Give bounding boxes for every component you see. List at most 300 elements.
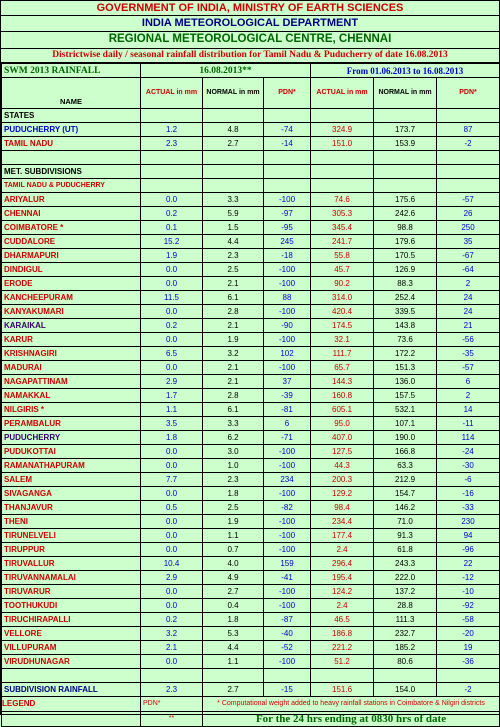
daily-normal: 2.1 <box>203 277 264 291</box>
daily-normal: 6.1 <box>203 291 264 305</box>
daily-pdn: -100 <box>264 459 311 473</box>
season-pdn: -20 <box>437 627 500 641</box>
daily-normal: 2.1 <box>203 361 264 375</box>
daily-pdn: -100 <box>264 361 311 375</box>
daily-pdn: -100 <box>264 193 311 207</box>
daily-normal: 2.5 <box>203 263 264 277</box>
row-name: DHARMAPURI <box>2 249 141 263</box>
row-name: ERODE <box>2 277 141 291</box>
season-period: From 01.06.2013 to 16.08.2013 <box>311 64 500 78</box>
season-actual: 314.0 <box>311 291 374 305</box>
row-name: SIVAGANGA <box>2 487 141 501</box>
season-actual: 174.5 <box>311 319 374 333</box>
daily-normal: 6.1 <box>203 403 264 417</box>
daily-pdn: -52 <box>264 641 311 655</box>
season-pdn: 94 <box>437 529 500 543</box>
season-normal: 98.8 <box>374 221 437 235</box>
daily-actual: 0.0 <box>141 305 203 319</box>
season-pdn: -33 <box>437 501 500 515</box>
season-actual: 51.2 <box>311 655 374 669</box>
daily-pdn: -40 <box>264 627 311 641</box>
daily-normal: 3.3 <box>203 193 264 207</box>
report-date: 16.08.2013** <box>141 64 311 78</box>
row-name: RAMANATHAPURAM <box>2 459 141 473</box>
daily-pdn: 159 <box>264 557 311 571</box>
season-pdn: 24 <box>437 291 500 305</box>
season-pdn: 2 <box>437 277 500 291</box>
row-name: PUDUKOTTAI <box>2 445 141 459</box>
season-normal: 172.2 <box>374 347 437 361</box>
season-actual: 186.8 <box>311 627 374 641</box>
daily-actual: 0.0 <box>141 515 203 529</box>
daily-actual: 2.3 <box>141 137 203 151</box>
daily-pdn: -100 <box>264 305 311 319</box>
season-normal: 185.2 <box>374 641 437 655</box>
daily-normal: 4.4 <box>203 641 264 655</box>
season-normal: 73.6 <box>374 333 437 347</box>
season-pdn: -96 <box>437 543 500 557</box>
season-pdn: 35 <box>437 235 500 249</box>
row-name: THANJAVUR <box>2 501 141 515</box>
state-row <box>2 123 500 137</box>
season-normal: 63.3 <box>374 459 437 473</box>
daily-pdn: -100 <box>264 263 311 277</box>
daily-pdn: 245 <box>264 235 311 249</box>
row-name: TIRUNELVELI <box>2 529 141 543</box>
season-normal: 88.3 <box>374 277 437 291</box>
daily-normal: 2.1 <box>203 375 264 389</box>
row-name: TIRUVALLUR <box>2 557 141 571</box>
empty-cell <box>203 151 264 165</box>
daily-actual: 0.0 <box>141 277 203 291</box>
empty-cell <box>374 165 437 179</box>
row-name: ARIYALUR <box>2 193 141 207</box>
district-row <box>2 529 500 543</box>
season-actual: 407.0 <box>311 431 374 445</box>
season-actual: 234.4 <box>311 515 374 529</box>
daily-actual: 0.0 <box>141 361 203 375</box>
district-row <box>2 571 500 585</box>
daily-actual: 1.9 <box>141 249 203 263</box>
row-name: NAGAPATTINAM <box>2 375 141 389</box>
daily-pdn: -18 <box>264 249 311 263</box>
empty-cell <box>374 151 437 165</box>
daily-normal: 2.3 <box>203 249 264 263</box>
daily-pdn: -81 <box>264 403 311 417</box>
district-row <box>2 333 500 347</box>
row-name: VIRUDHUNAGAR <box>2 655 141 669</box>
empty-cell <box>141 151 203 165</box>
district-row <box>2 655 500 669</box>
district-row <box>2 417 500 431</box>
daily-actual: 0.0 <box>141 529 203 543</box>
row-name: TIRUVARUR <box>2 585 141 599</box>
season-pdn: -36 <box>437 655 500 669</box>
empty-cell <box>311 179 374 193</box>
daily-actual: 6.5 <box>141 347 203 361</box>
district-row <box>2 431 500 445</box>
district-row <box>2 193 500 207</box>
row-name: MADURAI <box>2 361 141 375</box>
season-actual: 32.1 <box>311 333 374 347</box>
daily-actual: 0.5 <box>141 501 203 515</box>
legend-row-2 <box>2 712 500 727</box>
daily-pdn: -100 <box>264 599 311 613</box>
district-row <box>2 473 500 487</box>
empty-cell <box>311 165 374 179</box>
season-actual: 195.4 <box>311 571 374 585</box>
daily-actual: 1.1 <box>141 403 203 417</box>
district-row <box>2 557 500 571</box>
season-actual: 324.9 <box>311 123 374 137</box>
daily-pdn: 37 <box>264 375 311 389</box>
district-row <box>2 249 500 263</box>
district-row <box>2 403 500 417</box>
daily-normal: 1.8 <box>203 487 264 501</box>
season-pdn: -24 <box>437 445 500 459</box>
season-actual: 151.0 <box>311 137 374 151</box>
season-actual: 74.6 <box>311 193 374 207</box>
season-actual: 177.4 <box>311 529 374 543</box>
season-pdn: -57 <box>437 193 500 207</box>
daily-normal: 4.9 <box>203 571 264 585</box>
season-pdn: 2 <box>437 389 500 403</box>
daily-pdn: -39 <box>264 389 311 403</box>
legend-note: * Computational weight added to heavy rainfall stations in Coimbatore & Nilgiri districts <box>203 697 500 712</box>
season-normal: 151.3 <box>374 361 437 375</box>
district-row <box>2 207 500 221</box>
season-actual: 151.6 <box>311 683 374 697</box>
season-pdn: 19 <box>437 641 500 655</box>
daily-pdn: -41 <box>264 571 311 585</box>
season-normal: 166.8 <box>374 445 437 459</box>
daily-actual: 2.9 <box>141 375 203 389</box>
season-actual: 46.5 <box>311 613 374 627</box>
col-name: NAME <box>2 78 141 109</box>
season-pdn: 6 <box>437 375 500 389</box>
empty-cell <box>203 165 264 179</box>
season-pdn: -56 <box>437 333 500 347</box>
daily-actual: 2.3 <box>141 683 203 697</box>
district-row <box>2 459 500 473</box>
season-normal: 190.0 <box>374 431 437 445</box>
season-normal: 154.7 <box>374 487 437 501</box>
season-normal: 137.2 <box>374 585 437 599</box>
daily-normal: 0.4 <box>203 599 264 613</box>
row-name: TIRUCHIRAPALLI <box>2 613 141 627</box>
season-pdn: 114 <box>437 431 500 445</box>
season-actual: 160.8 <box>311 389 374 403</box>
col-season-pdn: PDN* <box>437 78 500 109</box>
row-name: KANCHEEPURAM <box>2 291 141 305</box>
season-normal: 222.0 <box>374 571 437 585</box>
season-normal: 242.6 <box>374 207 437 221</box>
daily-normal: 1.5 <box>203 221 264 235</box>
empty-cell <box>311 669 374 683</box>
empty-cell <box>264 179 311 193</box>
row-name: TIRUPPUR <box>2 543 141 557</box>
season-actual: 420.4 <box>311 305 374 319</box>
season-actual: 65.7 <box>311 361 374 375</box>
daily-actual: 2.9 <box>141 571 203 585</box>
daily-pdn: -71 <box>264 431 311 445</box>
season-normal: 28.8 <box>374 599 437 613</box>
daily-actual: 0.0 <box>141 599 203 613</box>
season-actual: 2.4 <box>311 543 374 557</box>
department-title: INDIA METEOROLOGICAL DEPARTMENT <box>1 16 499 32</box>
row-name: NAMAKKAL <box>2 389 141 403</box>
daily-normal: 1.1 <box>203 529 264 543</box>
season-pdn: 22 <box>437 557 500 571</box>
daily-normal: 1.9 <box>203 333 264 347</box>
rainfall-table <box>1 63 500 727</box>
legend-final-note: For the 24 hrs ending at 0830 hrs of date <box>203 712 500 727</box>
col-season-normal: NORMAL in mm <box>374 78 437 109</box>
legend-pdn: PDN* <box>141 697 203 712</box>
section-subdivision-row <box>2 179 500 193</box>
district-row <box>2 389 500 403</box>
daily-normal: 0.7 <box>203 543 264 557</box>
row-name: TOOTHUKUDI <box>2 599 141 613</box>
daily-normal: 4.0 <box>203 557 264 571</box>
daily-normal: 1.9 <box>203 515 264 529</box>
daily-normal: 3.2 <box>203 347 264 361</box>
season-normal: 157.5 <box>374 389 437 403</box>
col-daily-normal: NORMAL in mm <box>203 78 264 109</box>
daily-actual: 0.1 <box>141 221 203 235</box>
district-row <box>2 347 500 361</box>
daily-actual: 1.8 <box>141 431 203 445</box>
daily-normal: 3.0 <box>203 445 264 459</box>
season-normal: 154.0 <box>374 683 437 697</box>
row-name: THENI <box>2 515 141 529</box>
daily-actual: 0.0 <box>141 333 203 347</box>
row-name: SUBDIVISION RAINFALL <box>2 683 141 697</box>
report-subtitle: Districtwise daily / seasonal rainfall distribution for Tamil Nadu & Puducherry of date 16.08.2013 <box>1 49 499 63</box>
season-actual: 144.3 <box>311 375 374 389</box>
season-actual: 605.1 <box>311 403 374 417</box>
district-row <box>2 361 500 375</box>
daily-actual: 0.0 <box>141 585 203 599</box>
daily-pdn: 102 <box>264 347 311 361</box>
daily-actual: 1.2 <box>141 123 203 137</box>
season-actual: 2.4 <box>311 599 374 613</box>
empty-cell <box>141 165 203 179</box>
district-row <box>2 515 500 529</box>
row-name: PUDUCHERRY (UT) <box>2 123 141 137</box>
district-row <box>2 613 500 627</box>
season-normal: 212.9 <box>374 473 437 487</box>
daily-pdn: -74 <box>264 123 311 137</box>
row-name: VELLORE <box>2 627 141 641</box>
season-pdn: -12 <box>437 571 500 585</box>
daily-actual: 0.0 <box>141 193 203 207</box>
season-actual: 345.4 <box>311 221 374 235</box>
season-actual: 95.0 <box>311 417 374 431</box>
district-row <box>2 445 500 459</box>
daily-pdn: -97 <box>264 207 311 221</box>
ministry-title: GOVERNMENT OF INDIA, MINISTRY OF EARTH SCIENCES <box>1 1 499 16</box>
season-actual: 55.8 <box>311 249 374 263</box>
season-normal: 175.6 <box>374 193 437 207</box>
season-normal: 252.4 <box>374 291 437 305</box>
daily-normal: 1.1 <box>203 655 264 669</box>
daily-pdn: -100 <box>264 655 311 669</box>
daily-normal: 1.0 <box>203 459 264 473</box>
district-row <box>2 641 500 655</box>
season-actual: 200.3 <box>311 473 374 487</box>
daily-pdn: -90 <box>264 319 311 333</box>
col-daily-pdn: PDN* <box>264 78 311 109</box>
row-name: CHENNAI <box>2 207 141 221</box>
daily-actual: 15.2 <box>141 235 203 249</box>
daily-normal: 3.3 <box>203 417 264 431</box>
empty-cell <box>141 669 203 683</box>
row-name: CUDDALORE <box>2 235 141 249</box>
season-pdn: 230 <box>437 515 500 529</box>
daily-normal: 4.8 <box>203 123 264 137</box>
daily-pdn: 234 <box>264 473 311 487</box>
empty-cell <box>203 179 264 193</box>
season-normal: 61.8 <box>374 543 437 557</box>
district-row <box>2 627 500 641</box>
season-actual: 44.3 <box>311 459 374 473</box>
season-pdn: -6 <box>437 473 500 487</box>
empty-cell <box>264 669 311 683</box>
season-normal: 80.6 <box>374 655 437 669</box>
district-row <box>2 319 500 333</box>
daily-actual: 0.2 <box>141 613 203 627</box>
season-pdn: 24 <box>437 305 500 319</box>
spacer-row <box>2 151 500 165</box>
season-pdn: -58 <box>437 613 500 627</box>
daily-actual: 0.0 <box>141 487 203 501</box>
district-row <box>2 221 500 235</box>
season-actual: 221.2 <box>311 641 374 655</box>
season-normal: 107.1 <box>374 417 437 431</box>
row-name: KARAIKAL <box>2 319 141 333</box>
row-name: KARUR <box>2 333 141 347</box>
section-met-subdivisions: MET. SUBDIVISIONS <box>2 165 141 179</box>
season-normal: 170.5 <box>374 249 437 263</box>
daily-pdn: -100 <box>264 333 311 347</box>
subdivision-label: TAMIL NADU & PUDUCHERRY <box>2 179 141 193</box>
season-pdn: 26 <box>437 207 500 221</box>
season-actual: 90.2 <box>311 277 374 291</box>
season-pdn: -64 <box>437 263 500 277</box>
daily-actual: 1.7 <box>141 389 203 403</box>
season-title: SWM 2013 RAINFALL <box>2 64 141 78</box>
season-normal: 143.8 <box>374 319 437 333</box>
row-name: COIMBATORE * <box>2 221 141 235</box>
daily-normal: 2.8 <box>203 305 264 319</box>
season-pdn: 250 <box>437 221 500 235</box>
daily-normal: 2.3 <box>203 473 264 487</box>
season-normal: 532.1 <box>374 403 437 417</box>
district-row <box>2 277 500 291</box>
season-normal: 91.3 <box>374 529 437 543</box>
season-actual: 127.5 <box>311 445 374 459</box>
district-row <box>2 263 500 277</box>
season-normal: 136.0 <box>374 375 437 389</box>
district-row <box>2 291 500 305</box>
season-pdn: -11 <box>437 417 500 431</box>
empty-cell <box>203 669 264 683</box>
daily-actual: 0.0 <box>141 655 203 669</box>
season-normal: 71.0 <box>374 515 437 529</box>
empty-cell <box>264 165 311 179</box>
season-pdn: -57 <box>437 361 500 375</box>
season-actual: 296.4 <box>311 557 374 571</box>
season-normal: 146.2 <box>374 501 437 515</box>
season-pdn: -10 <box>437 585 500 599</box>
season-pdn: -35 <box>437 347 500 361</box>
district-row <box>2 585 500 599</box>
daily-pdn: -87 <box>264 613 311 627</box>
season-pdn: -30 <box>437 459 500 473</box>
daily-actual: 3.2 <box>141 627 203 641</box>
row-name: KANYAKUMARI <box>2 305 141 319</box>
daily-normal: 2.5 <box>203 501 264 515</box>
daily-actual: 0.2 <box>141 207 203 221</box>
col-daily-actual: ACTUAL in mm <box>141 78 203 109</box>
season-normal: 173.7 <box>374 123 437 137</box>
daily-actual: 11.5 <box>141 291 203 305</box>
daily-pdn: -100 <box>264 515 311 529</box>
season-actual: 98.4 <box>311 501 374 515</box>
centre-title: REGIONAL METEOROLOGICAL CENTRE, CHENNAI <box>1 32 499 49</box>
season-pdn: -16 <box>437 487 500 501</box>
empty-cell <box>311 151 374 165</box>
daily-pdn: -100 <box>264 487 311 501</box>
season-pdn: 21 <box>437 319 500 333</box>
district-row <box>2 501 500 515</box>
daily-normal: 5.3 <box>203 627 264 641</box>
legend-double-star: ** <box>141 712 203 727</box>
legend-label: LEGEND <box>2 697 141 712</box>
row-name: TAMIL NADU <box>2 137 141 151</box>
daily-pdn: -100 <box>264 445 311 459</box>
row-name: TIRUVANNAMALAI <box>2 571 141 585</box>
season-normal: 179.6 <box>374 235 437 249</box>
state-row <box>2 137 500 151</box>
row-name: PUDUCHERRY <box>2 431 141 445</box>
subdivision-total-row <box>2 683 500 697</box>
season-pdn: -67 <box>437 249 500 263</box>
daily-actual: 2.1 <box>141 641 203 655</box>
section-states: STATES <box>2 109 141 123</box>
col-season-actual: ACTUAL in mm <box>311 78 374 109</box>
daily-normal: 1.8 <box>203 613 264 627</box>
daily-pdn: -100 <box>264 585 311 599</box>
season-normal: 232.7 <box>374 627 437 641</box>
daily-normal: 2.1 <box>203 319 264 333</box>
empty-cell <box>437 669 500 683</box>
season-normal: 111.3 <box>374 613 437 627</box>
empty-cell <box>141 179 203 193</box>
row-name: DINDIGUL <box>2 263 141 277</box>
season-normal: 153.9 <box>374 137 437 151</box>
daily-normal: 4.4 <box>203 235 264 249</box>
daily-normal: 2.8 <box>203 389 264 403</box>
daily-pdn: -82 <box>264 501 311 515</box>
daily-actual: 0.2 <box>141 319 203 333</box>
season-pdn: -2 <box>437 683 500 697</box>
season-actual: 45.7 <box>311 263 374 277</box>
district-row <box>2 487 500 501</box>
empty-cell <box>374 669 437 683</box>
daily-normal: 5.9 <box>203 207 264 221</box>
